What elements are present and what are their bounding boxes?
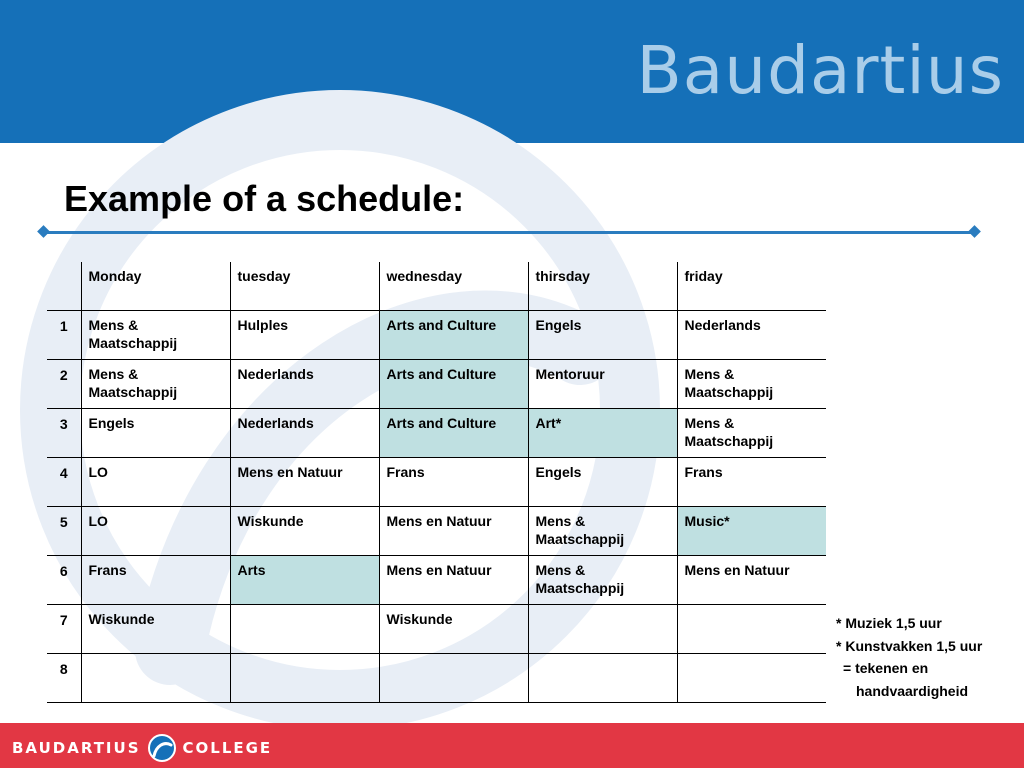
- period-number: 8: [47, 654, 81, 703]
- schedule-cell: LO: [81, 458, 230, 507]
- schedule-cell: Art*: [528, 409, 677, 458]
- schedule-cell: Mens & Maatschappij: [677, 409, 826, 458]
- schedule-row: [47, 654, 826, 703]
- schedule-row: [47, 409, 826, 458]
- schedule-cell: [528, 605, 677, 654]
- schedule-cell: [677, 605, 826, 654]
- period-number: 1: [47, 311, 81, 360]
- period-number: 6: [47, 556, 81, 605]
- footnotes: [836, 612, 982, 702]
- schedule-row: [47, 360, 826, 409]
- footer-logo-left: BAUDARTIUS: [12, 739, 141, 757]
- day-header-thirsday: thirsday: [528, 262, 677, 311]
- schedule-cell: Arts: [230, 556, 379, 605]
- day-header-wednesday: wednesday: [379, 262, 528, 311]
- schedule-row: [47, 311, 826, 360]
- schedule-cell: [81, 654, 230, 703]
- header-banner: [0, 0, 1024, 143]
- schedule-header-row: [47, 262, 826, 311]
- schedule-row: [47, 605, 826, 654]
- schedule-cell: Engels: [528, 311, 677, 360]
- schedule-cell: Music*: [677, 507, 826, 556]
- page-title: Example of a schedule:: [64, 178, 465, 219]
- schedule-cell: Mens & Maatschappij: [528, 507, 677, 556]
- college-emblem-icon: [147, 733, 177, 763]
- schedule-cell: [230, 654, 379, 703]
- schedule-cell: Arts and Culture: [379, 311, 528, 360]
- schedule-cell: Mens & Maatschappij: [81, 360, 230, 409]
- footer-bar: [0, 723, 1024, 768]
- note-handvaardigheid: handvaardigheid: [856, 682, 969, 699]
- schedule-cell: Frans: [677, 458, 826, 507]
- schedule-cell: Nederlands: [677, 311, 826, 360]
- schedule-cell: Engels: [528, 458, 677, 507]
- schedule-table: [47, 262, 826, 703]
- schedule-cell: LO: [81, 507, 230, 556]
- schedule-cell: Mens en Natuur: [379, 556, 528, 605]
- schedule-cell: Arts and Culture: [379, 360, 528, 409]
- note-kunstvakken: * Kunstvakken 1,5 uur: [836, 637, 983, 654]
- schedule-row: [47, 507, 826, 556]
- title-divider: [44, 231, 974, 234]
- schedule-cell: Arts and Culture: [379, 409, 528, 458]
- schedule-cell: Mens en Natuur: [379, 507, 528, 556]
- schedule-row: [47, 458, 826, 507]
- schedule-row: [47, 556, 826, 605]
- schedule-cell: Hulples: [230, 311, 379, 360]
- period-number: 3: [47, 409, 81, 458]
- schedule-cell: Mens & Maatschappij: [528, 556, 677, 605]
- day-header-tuesday: tuesday: [230, 262, 379, 311]
- corner-cell: [47, 262, 81, 311]
- schedule-cell: Wiskunde: [81, 605, 230, 654]
- period-number: 5: [47, 507, 81, 556]
- footer-logo: [12, 733, 272, 763]
- schedule-cell: [677, 654, 826, 703]
- period-number: 4: [47, 458, 81, 507]
- schedule-cell: Frans: [379, 458, 528, 507]
- schedule-cell: Wiskunde: [379, 605, 528, 654]
- schedule-cell: Mens & Maatschappij: [677, 360, 826, 409]
- schedule-cell: [230, 605, 379, 654]
- schedule-cell: Mens en Natuur: [230, 458, 379, 507]
- schedule-cell: Engels: [81, 409, 230, 458]
- schedule-cell: Mens en Natuur: [677, 556, 826, 605]
- schedule-cell: [528, 654, 677, 703]
- note-tekenen: = tekenen en: [843, 660, 929, 676]
- schedule-cell: Mentoruur: [528, 360, 677, 409]
- schedule-cell: Nederlands: [230, 409, 379, 458]
- schedule-cell: Mens & Maatschappij: [81, 311, 230, 360]
- brand-wordmark: Baudartius: [636, 32, 1004, 109]
- schedule-cell: [379, 654, 528, 703]
- schedule-cell: Frans: [81, 556, 230, 605]
- day-header-friday: friday: [677, 262, 826, 311]
- period-number: 7: [47, 605, 81, 654]
- footer-logo-right: COLLEGE: [182, 739, 273, 757]
- schedule-cell: Nederlands: [230, 360, 379, 409]
- schedule-cell: Wiskunde: [230, 507, 379, 556]
- period-number: 2: [47, 360, 81, 409]
- day-header-monday: Monday: [81, 262, 230, 311]
- note-muziek: * Muziek 1,5 uur: [836, 615, 942, 631]
